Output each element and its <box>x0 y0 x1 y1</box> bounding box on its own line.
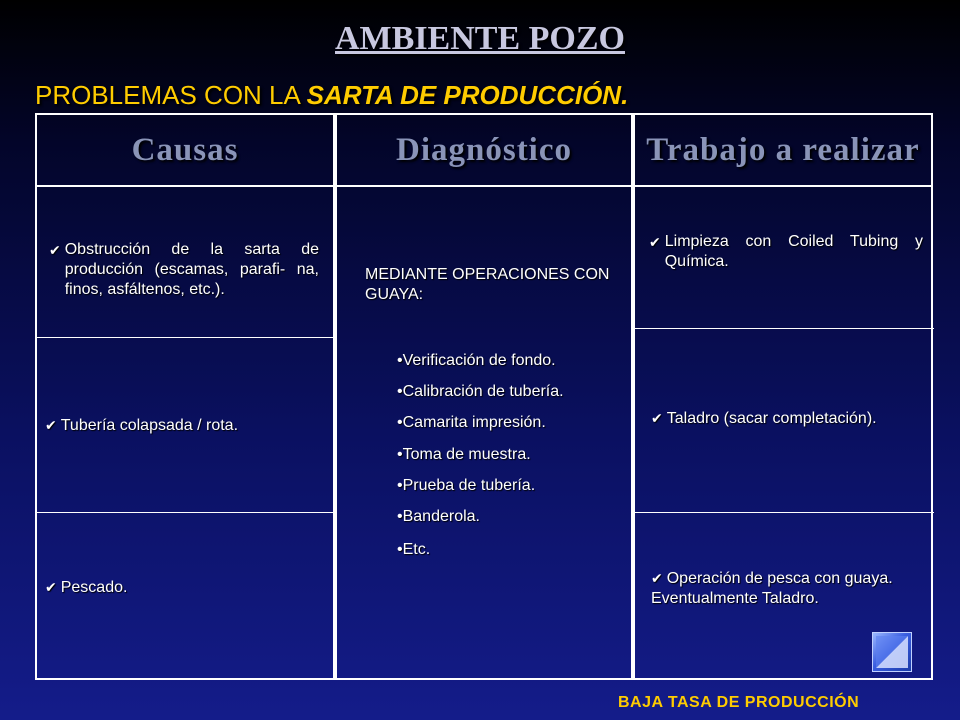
subtitle-emphasis: SARTA DE PRODUCCIÓN. <box>306 80 629 110</box>
diagnostico-bullet: •Toma de muestra. <box>397 446 531 463</box>
row-divider <box>37 512 333 513</box>
column-header-diagnostico: Diagnóstico <box>337 115 631 187</box>
diagnostico-bullet: •Prueba de tubería. <box>397 477 536 494</box>
check-icon: ✔ <box>49 242 61 258</box>
row-divider <box>635 328 934 329</box>
subtitle-prefix: PROBLEMAS CON LA <box>35 80 307 110</box>
diagnostico-bullet: •Etc. <box>397 541 431 558</box>
trabajo-item-3-text: Operación de pesca con guaya. Eventualmente Taladro. <box>651 570 893 607</box>
diagnostico-bullet: •Banderola. <box>397 508 480 525</box>
footer-label: BAJA TASA DE PRODUCCIÓN <box>618 694 860 711</box>
row-divider <box>635 512 934 513</box>
next-slide-icon <box>873 633 911 671</box>
trabajo-item-2-text: Taladro (sacar completación). <box>666 410 877 427</box>
diagnostico-intro: MEDIANTE OPERACIONES CON GUAYA: <box>365 266 610 303</box>
bullet-icon: • <box>397 414 403 431</box>
slide-title: AMBIENTE POZO <box>335 20 625 57</box>
next-slide-button[interactable] <box>872 632 912 672</box>
diagnostico-bullet: •Verificación de fondo. <box>397 352 556 369</box>
cause-item-1 <box>49 240 319 300</box>
trabajo-item-3 <box>651 568 931 609</box>
bullet-icon: • <box>397 352 403 369</box>
column-diagnostico <box>335 113 633 680</box>
trabajo-item-1 <box>649 232 923 272</box>
cause-item-2-text: Tubería colapsada / rota. <box>60 417 239 434</box>
diagnostico-bullet: •Camarita impresión. <box>397 414 546 431</box>
bullet-icon: • <box>397 477 403 494</box>
bullet-icon: • <box>397 446 403 463</box>
check-icon: ✔ <box>651 410 663 426</box>
check-icon: ✔ <box>649 234 661 250</box>
bullet-icon: • <box>397 541 403 558</box>
cause-item-2 <box>45 415 325 436</box>
cause-item-3 <box>45 577 325 598</box>
subtitle <box>35 80 628 111</box>
bullet-icon: • <box>397 508 403 525</box>
cause-item-3-text: Pescado. <box>60 579 128 596</box>
row-divider <box>37 337 333 338</box>
column-header-trabajo: Trabajo a realizar <box>635 115 931 187</box>
column-causas <box>35 113 335 680</box>
column-trabajo <box>633 113 933 680</box>
trabajo-item-1-text: Limpieza con Coiled Tubing y Química. <box>664 233 923 270</box>
check-icon: ✔ <box>45 579 57 595</box>
check-icon: ✔ <box>45 417 57 433</box>
check-icon: ✔ <box>651 570 663 586</box>
bullet-icon: • <box>397 383 403 400</box>
trabajo-item-2 <box>651 408 931 429</box>
column-header-causas: Causas <box>37 115 333 187</box>
diagnostico-bullet: •Calibración de tubería. <box>397 383 564 400</box>
cause-item-1-text: Obstrucción de la sarta de producción (escamas, parafi- na, finos, asfáltenos, etc.). <box>64 241 319 298</box>
